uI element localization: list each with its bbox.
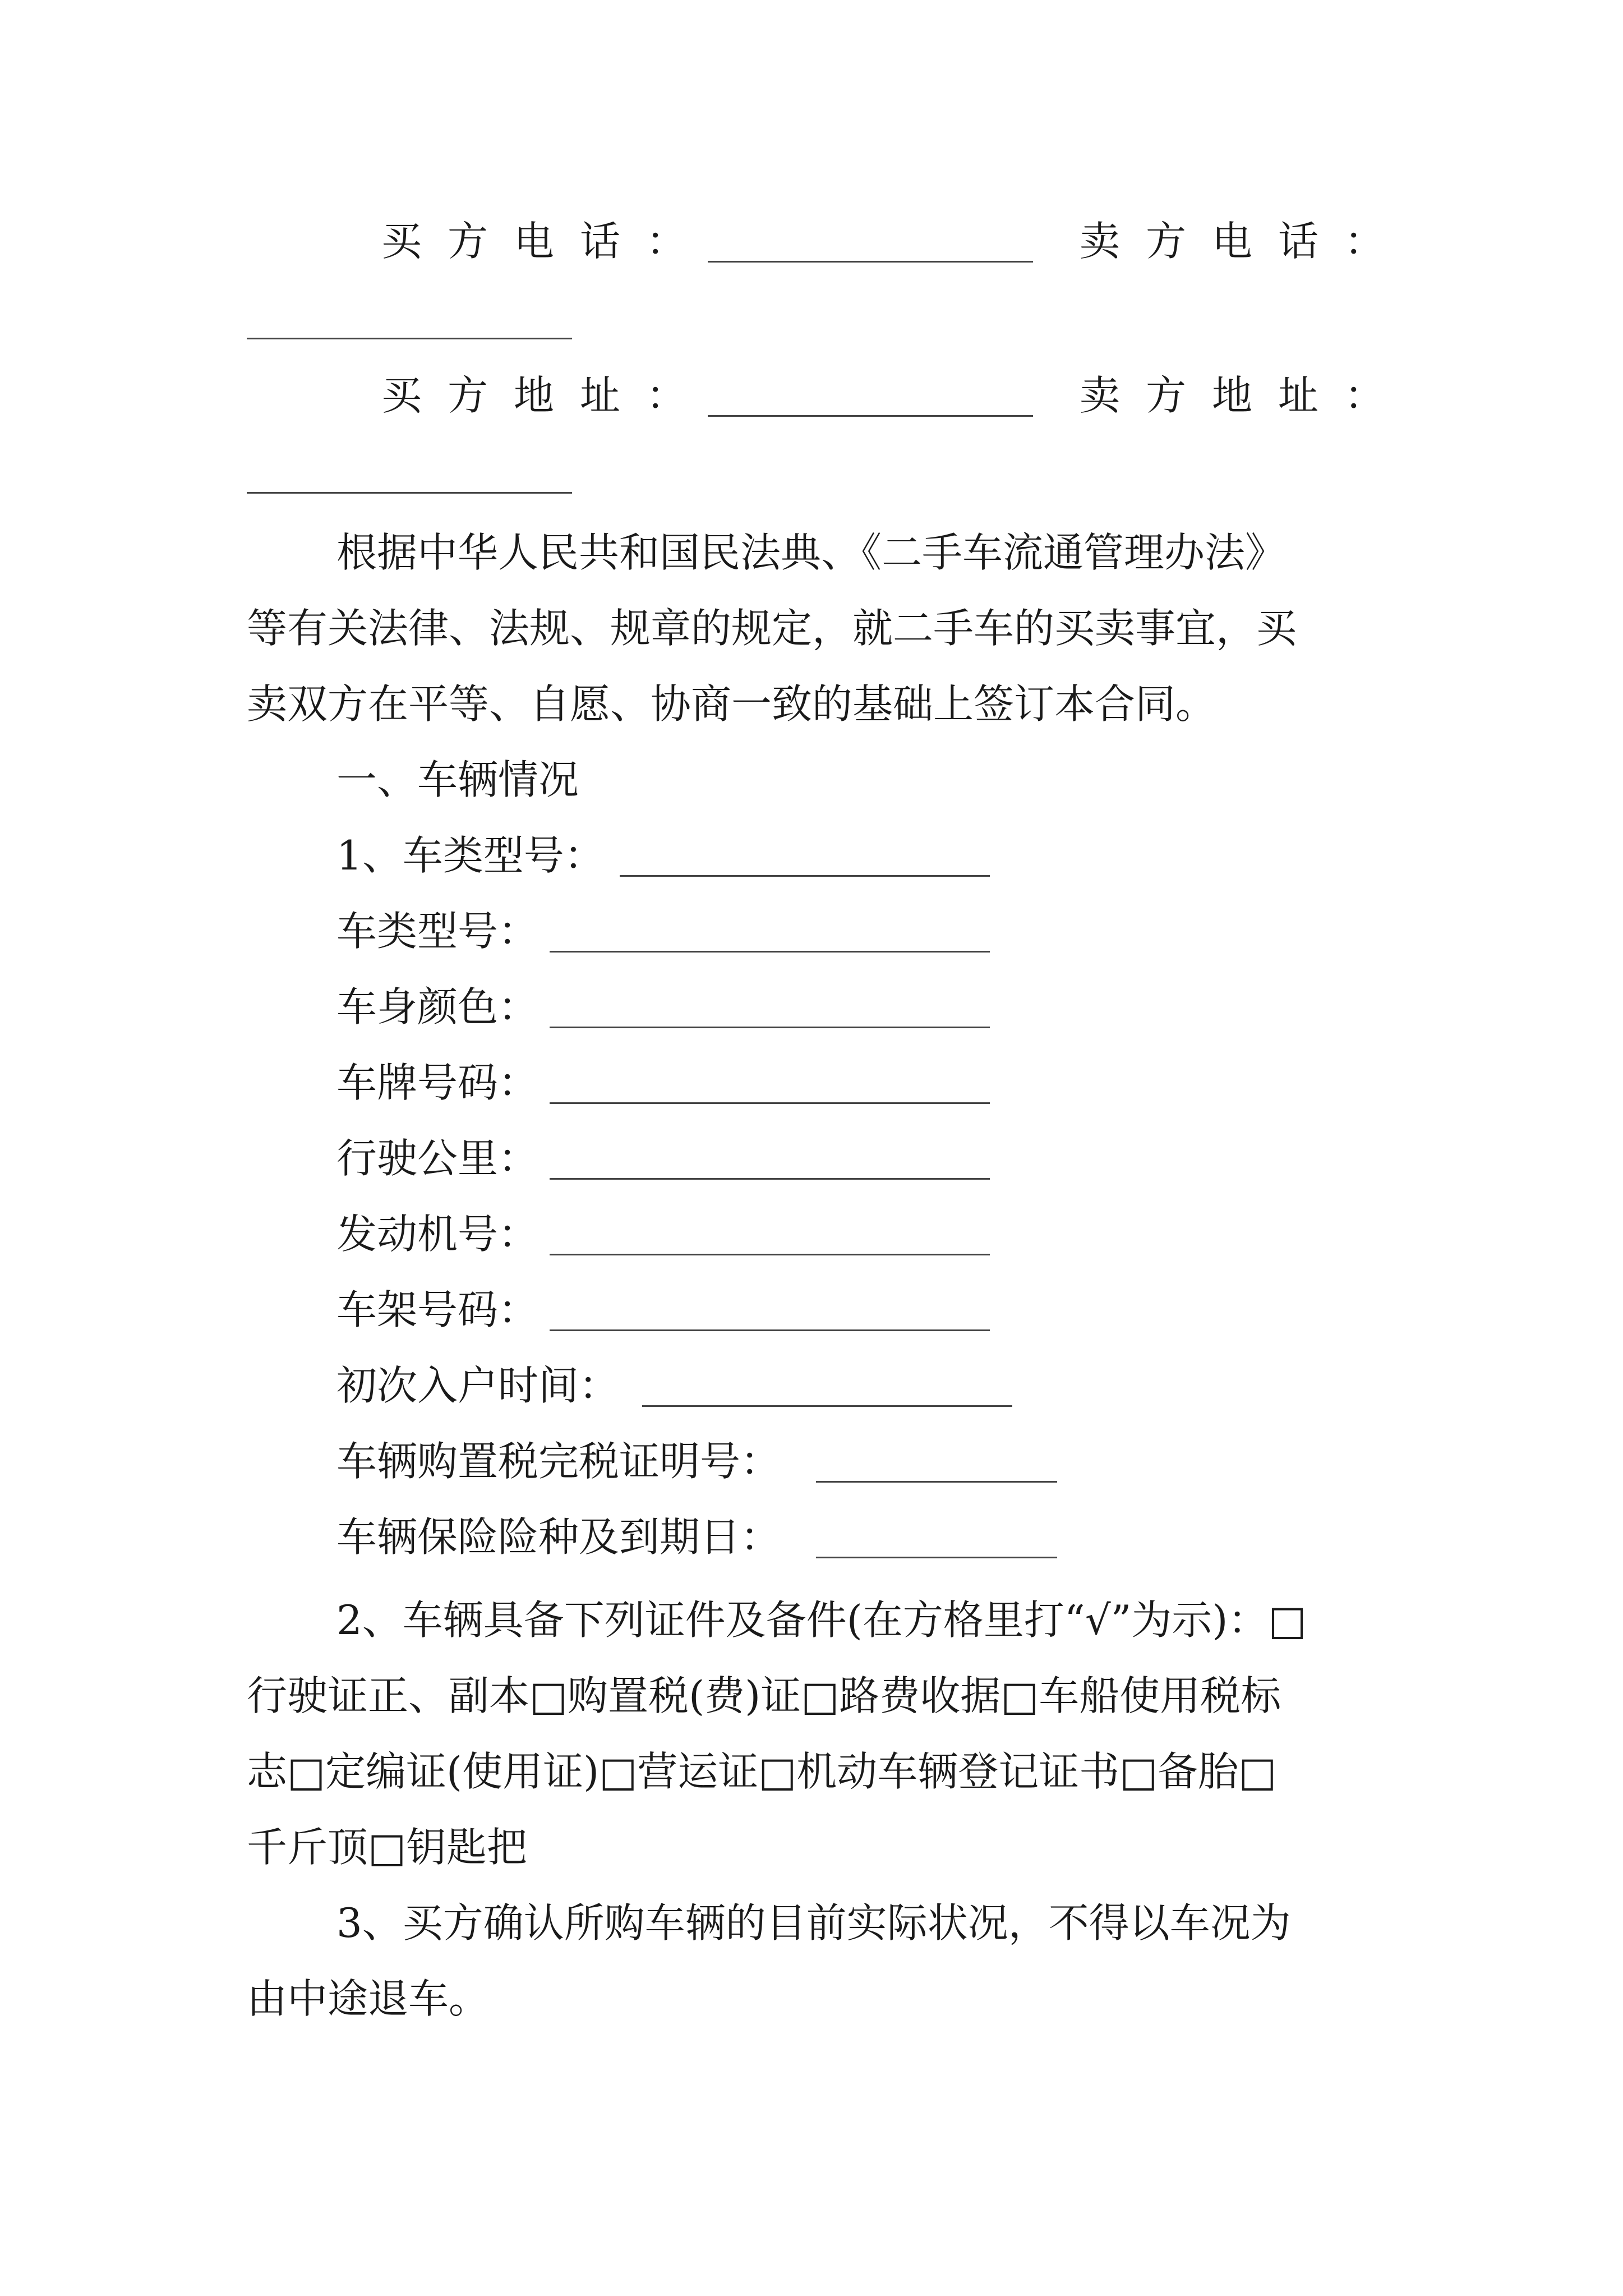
field-input-purchase-tax-cert[interactable] <box>816 1481 1057 1483</box>
seller-phone-label: 卖方电话： <box>1080 218 1411 265</box>
field-input-engine-number[interactable] <box>550 1254 990 1255</box>
intro-line-3: 卖双方在平等、自愿、协商一致的基础上签订本合同。 <box>247 680 1216 728</box>
item-2-line-2: 行驶证正、副本□购置税(费)证□路费收据□车船使用税标 <box>247 1672 1281 1719</box>
field-input-plate-number[interactable] <box>550 1102 990 1104</box>
field-input-body-color[interactable] <box>550 1027 990 1028</box>
buyer-address-label: 买方地址： <box>381 372 713 419</box>
field-label-plate-number: 车牌号码： <box>336 1059 539 1106</box>
seller-address-field[interactable] <box>247 492 572 494</box>
field-input-first-registration[interactable] <box>642 1405 1012 1407</box>
field-label-mileage: 行驶公里： <box>336 1135 539 1182</box>
seller-phone-field[interactable] <box>247 338 572 339</box>
intro-line-1: 根据中华人民共和国民法典、《二手车流通管理办法》 <box>336 529 1286 576</box>
buyer-phone-field[interactable] <box>708 261 1033 263</box>
field-input-frame-number[interactable] <box>550 1329 990 1331</box>
item-2-line-3: 志□定编证(使用证)□营运证□机动车辆登记证书□备胎□ <box>247 1748 1277 1795</box>
field-input-vehicle-model-2[interactable] <box>550 951 990 953</box>
field-label-insurance: 车辆保险险种及到期日： <box>336 1513 781 1561</box>
field-label-vehicle-model-2: 车类型号： <box>336 908 539 955</box>
section-1-heading: 一、车辆情况 <box>336 756 579 803</box>
field-input-mileage[interactable] <box>550 1178 990 1180</box>
item-3-line-2: 由中途退车。 <box>247 1975 490 2022</box>
field-label-frame-number: 车架号码： <box>336 1286 539 1333</box>
buyer-phone-label: 买方电话： <box>381 218 713 265</box>
field-label-vehicle-model-1: 1、车类型号： <box>336 832 605 879</box>
field-input-insurance[interactable] <box>816 1557 1057 1558</box>
item-2-line-4: 千斤顶□钥匙把 <box>247 1824 528 1871</box>
buyer-address-field[interactable] <box>708 415 1033 417</box>
seller-address-label: 卖方地址： <box>1080 372 1411 419</box>
field-input-vehicle-model-1[interactable] <box>620 875 990 877</box>
item-2-line-1: 2、车辆具备下列证件及备件(在方格里打“√”为示)：□ <box>336 1596 1307 1644</box>
field-label-first-registration: 初次入户时间： <box>336 1362 620 1409</box>
item-3-line-1: 3、买方确认所购车辆的目前实际状况，不得以车况为 <box>336 1899 1291 1947</box>
field-label-engine-number: 发动机号： <box>336 1211 539 1258</box>
field-label-purchase-tax-cert: 车辆购置税完税证明号： <box>336 1438 781 1485</box>
field-label-body-color: 车身颜色： <box>336 983 539 1030</box>
intro-line-2: 等有关法律、法规、规章的规定，就二手车的买卖事宜，买 <box>247 605 1297 652</box>
